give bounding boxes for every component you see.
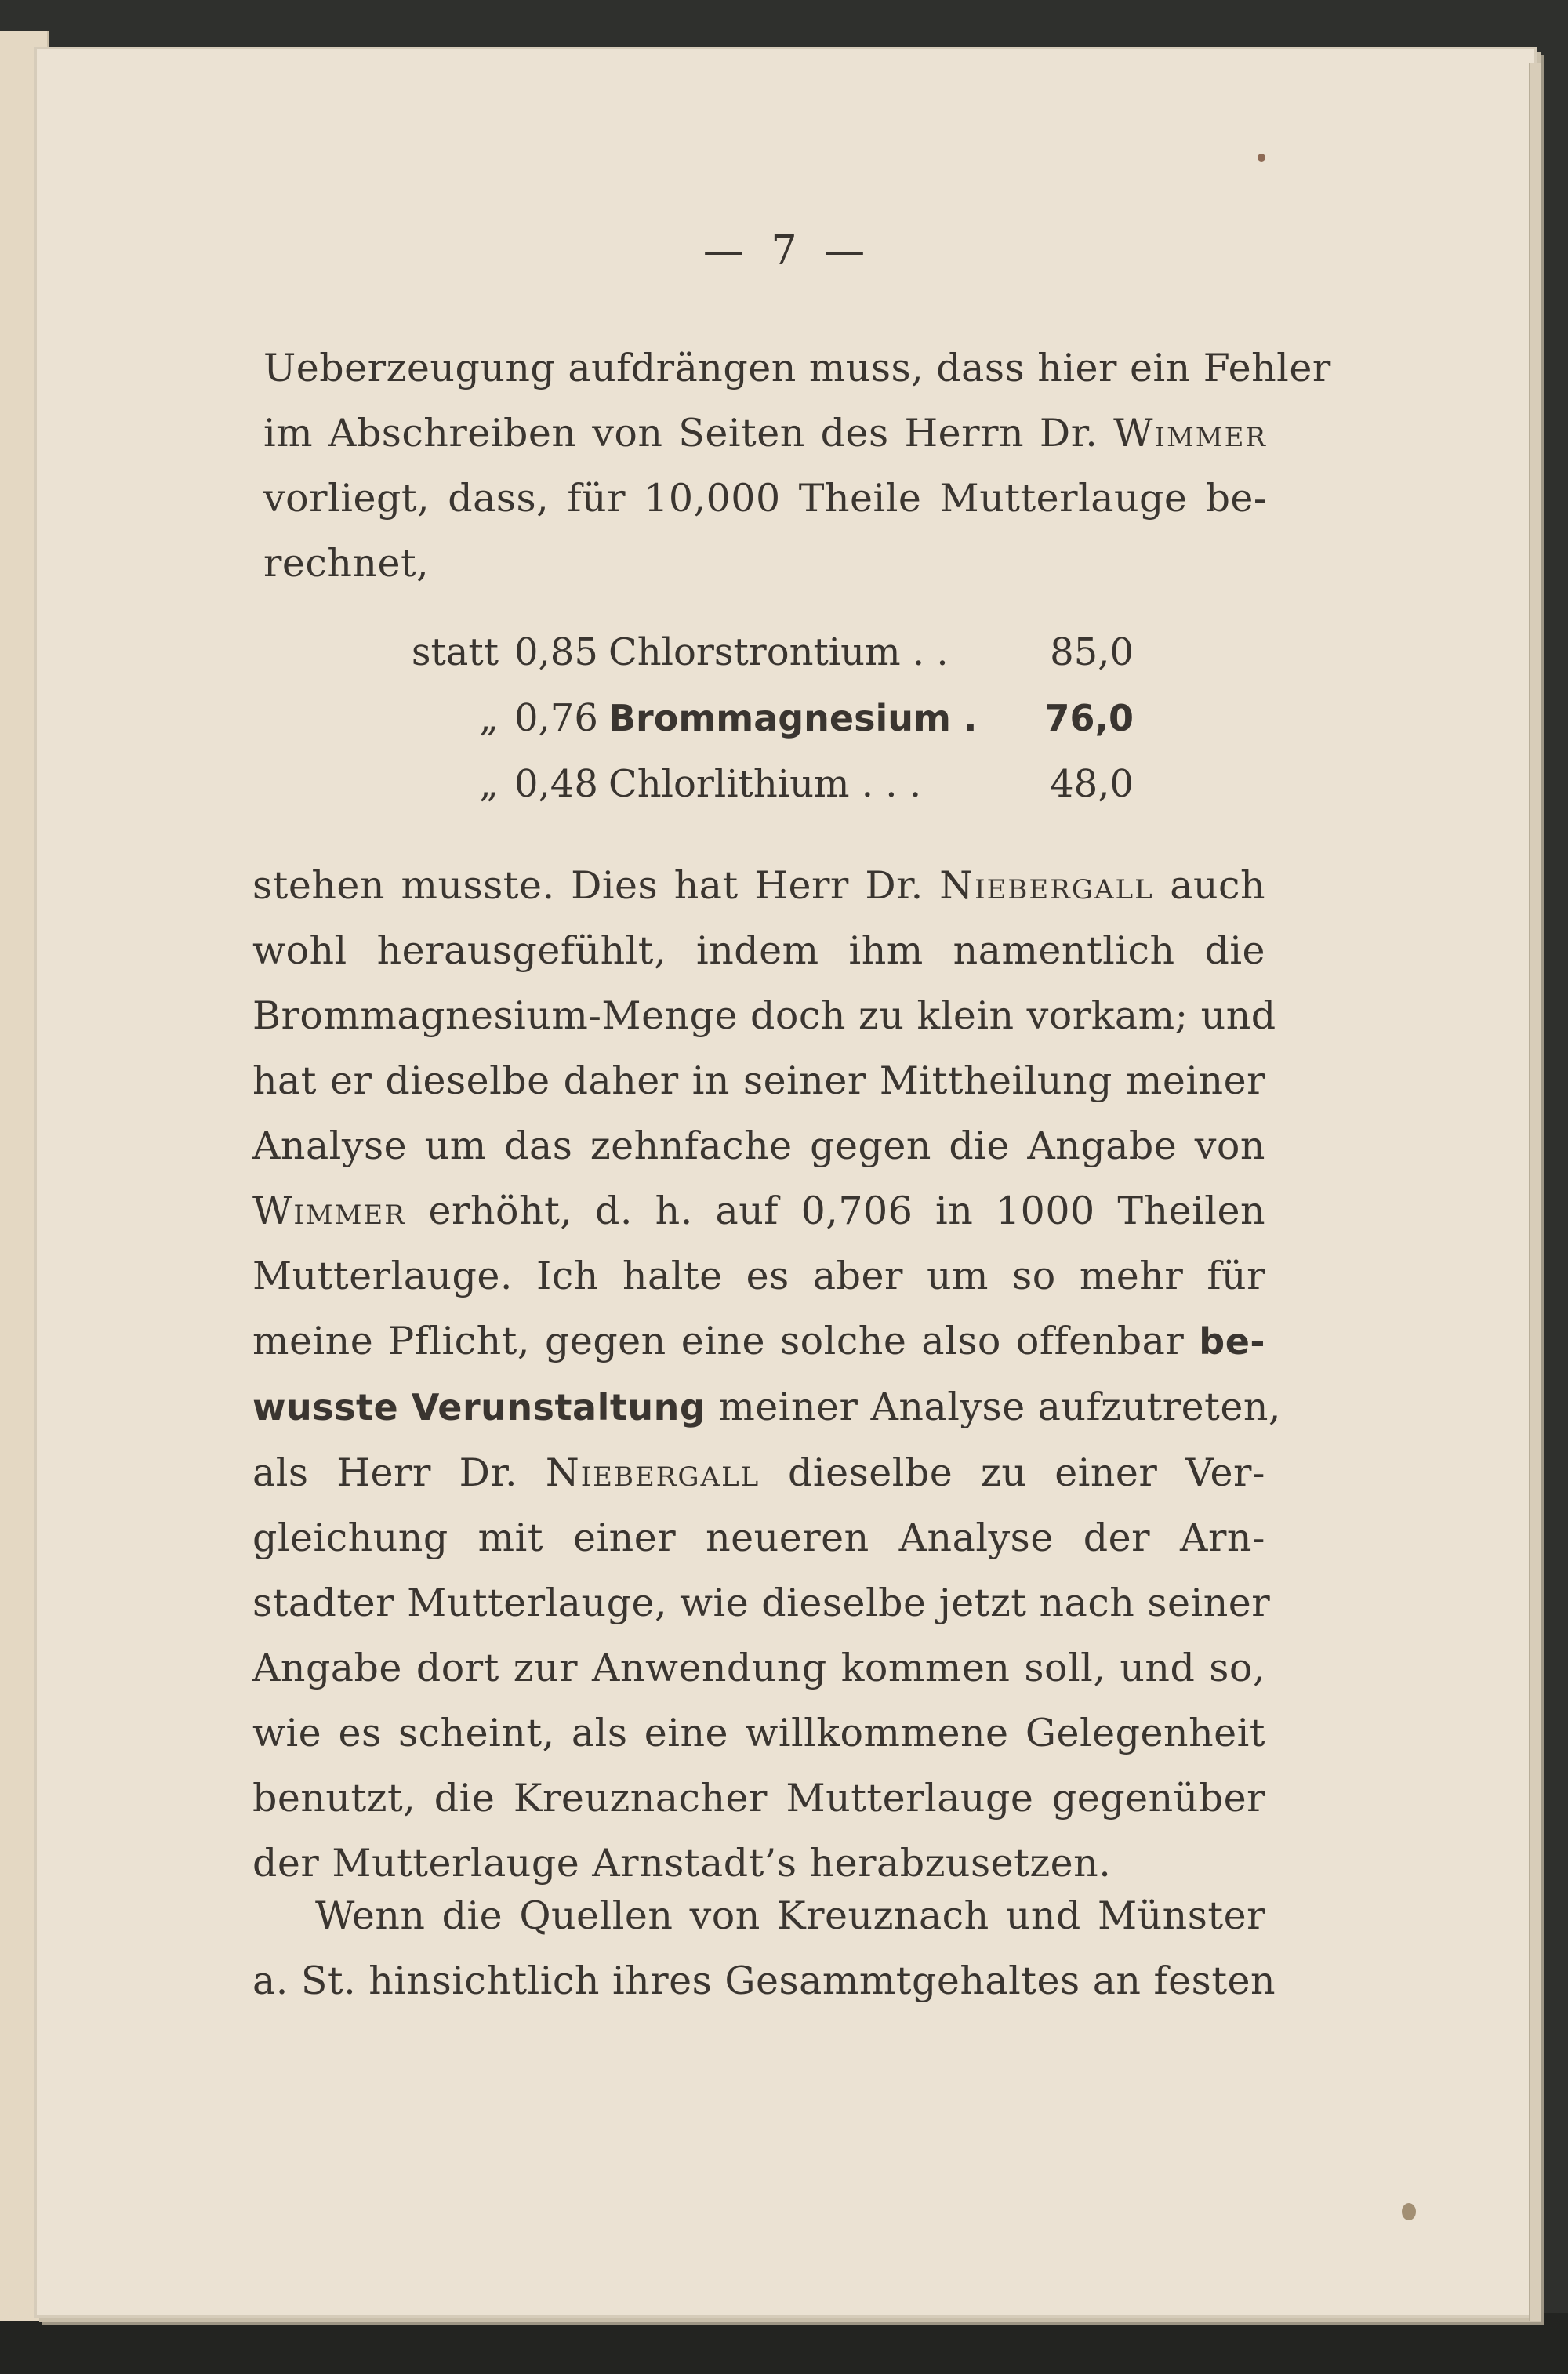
row-quantity: 0,85 xyxy=(514,630,598,674)
text-line: stadter Mutterlauge, wie dieselbe jetzt nach seiner xyxy=(252,1581,1271,1625)
scan-backdrop xyxy=(0,2313,1568,2374)
text-line: hat er dieselbe daher in seiner Mittheilung meiner xyxy=(252,1058,1265,1103)
text-line: Analyse um das zehnfache gegen die Angabe von xyxy=(252,1123,1265,1168)
page-number: — 7 — xyxy=(702,227,866,274)
text-line: Wenn die Quellen von Kreuznach und Münster xyxy=(315,1893,1265,1938)
paper-speck xyxy=(1258,154,1265,162)
row-value: 48,0 xyxy=(1050,762,1134,806)
text-span: als Herr Dr. xyxy=(252,1450,518,1495)
emphasis-text: wusste Verunstaltung xyxy=(252,1386,706,1428)
text-line xyxy=(252,1440,1265,1505)
text-line xyxy=(252,853,1265,918)
text-span: meine Pflicht, gegen eine solche also offenbar xyxy=(252,1319,1185,1363)
text-line: a. St. hinsichtlich ihres Gesammtgehaltes an festen xyxy=(252,1958,1276,2003)
row-value: 76,0 xyxy=(1044,697,1134,739)
table-row xyxy=(397,685,1134,751)
text-line: vorliegt, dass, für 10,000 Theile Mutterlauge be- xyxy=(263,476,1267,521)
paragraph-1 xyxy=(263,336,1331,596)
text-line: benutzt, die Kreuznacher Mutterlauge gegenüber xyxy=(252,1776,1265,1820)
author-name-niebergall: Niebergall xyxy=(939,863,1154,908)
text-span: erhöht, d. h. auf 0,706 in 1000 Theilen xyxy=(428,1189,1266,1233)
row-substance: Chlorstrontium . . xyxy=(608,630,949,674)
text-span: stehen musste. Dies hat Herr Dr. xyxy=(252,863,924,908)
text-line: wohl herausgefühlt, indem ihm namentlich die xyxy=(252,928,1265,973)
text-line xyxy=(252,1309,1265,1374)
paragraph-3 xyxy=(252,1883,1276,2013)
page-stack-edge xyxy=(1529,63,1541,2321)
text-line: wie es scheint, als eine willkommene Gelegenheit xyxy=(252,1711,1265,1755)
row-prefix: statt xyxy=(411,630,499,674)
text-line xyxy=(263,401,1267,466)
text-line: gleichung mit einer neueren Analyse der Arn- xyxy=(252,1516,1265,1560)
text-line: der Mutterlauge Arnstadt’s herabzusetzen. xyxy=(252,1841,1112,1886)
table-row xyxy=(397,619,1134,685)
row-value: 85,0 xyxy=(1050,630,1134,674)
paper-speck xyxy=(1402,2203,1416,2220)
row-quantity: 0,76 xyxy=(514,696,598,740)
emphasis-text: be- xyxy=(1199,1320,1265,1363)
paragraph-2 xyxy=(252,853,1281,1896)
text-line: Brommagnesium-Menge doch zu klein vorkam; und xyxy=(252,993,1276,1038)
text-span: im Abschreiben von Seiten des Herrn Dr. xyxy=(263,411,1098,456)
text-span: meiner Analyse aufzutreten, xyxy=(718,1385,1281,1429)
text-line: Angabe dort zur Anwendung kommen soll, und so, xyxy=(252,1646,1265,1690)
row-quantity: 0,48 xyxy=(514,762,598,806)
text-span: auch xyxy=(1170,863,1266,908)
table-row xyxy=(397,751,1134,817)
row-prefix: „ xyxy=(479,762,499,806)
text-line: Mutterlauge. Ich halte es aber um so mehr für xyxy=(252,1254,1265,1298)
text-span: dieselbe zu einer Ver- xyxy=(788,1450,1265,1495)
text-line xyxy=(252,1178,1265,1243)
row-prefix: „ xyxy=(479,696,499,740)
author-name-wimmer: Wimmer xyxy=(252,1189,406,1233)
row-substance: Chlorlithium . . . xyxy=(608,762,922,806)
text-line: rechnet, xyxy=(263,541,430,586)
author-name-niebergall: Niebergall xyxy=(545,1450,760,1495)
text-line: Ueberzeugung aufdrängen muss, dass hier ein Fehler xyxy=(263,346,1331,390)
substance-table xyxy=(397,619,1134,817)
text-line xyxy=(252,1374,1281,1440)
row-substance: Brommagnesium . xyxy=(608,697,978,739)
author-name-wimmer: Wimmer xyxy=(1113,411,1268,456)
